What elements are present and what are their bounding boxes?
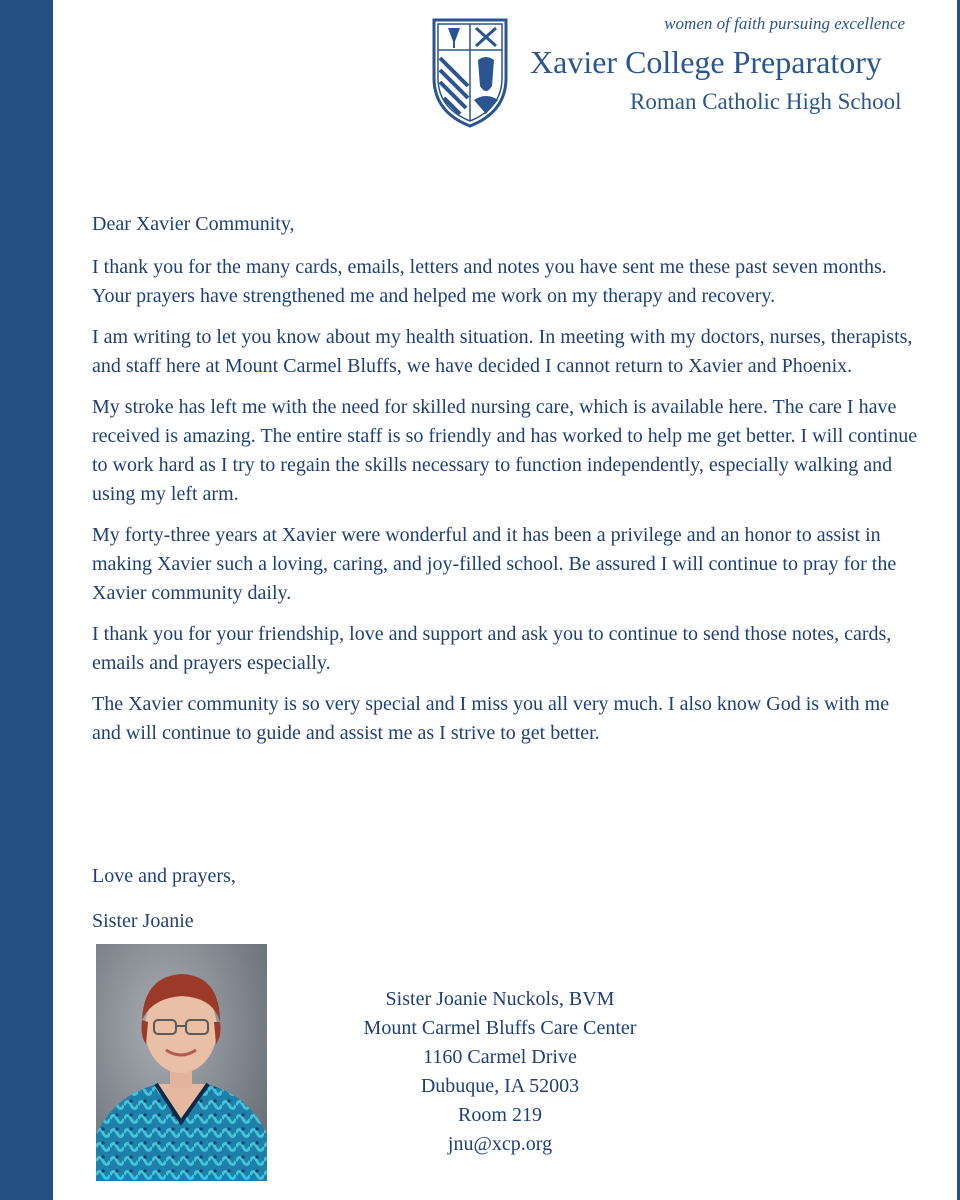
contact-facility: Mount Carmel Bluffs Care Center xyxy=(363,1017,637,1039)
letter-closing-block xyxy=(92,862,236,952)
contact-email[interactable]: jnu@xcp.org xyxy=(447,1133,553,1155)
school-subtitle: Roman Catholic High School xyxy=(630,89,902,114)
contact-street: 1160 Carmel Drive xyxy=(423,1046,577,1068)
letter-paragraph: The Xavier community is so very special and I miss you all very much. I also know God is with me and will continue to guide and assist me as I strive to get better. xyxy=(92,693,890,744)
contact-name: Sister Joanie Nuckols, BVM xyxy=(385,988,615,1010)
school-name: Xavier College Preparatory xyxy=(530,44,882,80)
letter-paragraph: I thank you for your friendship, love and support and ask you to continue to send those notes, cards, emails and prayers especially. xyxy=(92,623,892,674)
school-tagline: women of faith pursuing excellence xyxy=(664,14,905,33)
contact-city: Dubuque, IA 52003 xyxy=(420,1075,580,1097)
letter-paragraph: I am writing to let you know about my health situation. In meeting with my doctors, nurses, therapists, and staff here at Mount Carmel Bluffs, we have decided I cannot return to Xavier and Phoenix. xyxy=(92,326,913,377)
school-crest-icon xyxy=(430,16,510,128)
letter-paragraph: I thank you for the many cards, emails, letters and notes you have sent me these past seven months. Your prayers have strengthened me and helped me work on my therapy and recovery. xyxy=(92,256,887,307)
letter-greeting: Dear Xavier Community, xyxy=(92,213,295,235)
contact-room: Room 219 xyxy=(458,1104,542,1126)
letter-signature: Sister Joanie xyxy=(92,910,194,932)
contact-block xyxy=(300,985,700,1159)
letter-closing: Love and prayers, xyxy=(92,865,236,887)
left-border-bar xyxy=(0,0,53,1200)
portrait-photo xyxy=(96,944,267,1181)
letter-paragraph: My forty-three years at Xavier were wonderful and it has been a privilege and an honor to assist in making Xavier such a loving, caring, and joy-filled school. Be assured I will continue to pray for the Xavier community daily. xyxy=(92,524,897,604)
letter-paragraph: My stroke has left me with the need for skilled nursing care, which is available here. The care I have received is amazing. The entire staff is so friendly and has worked to help me get better. I will continue to work hard as I try to regain the skills necessary to function independently, especially walking and using my left arm. xyxy=(92,396,918,505)
letter-body xyxy=(92,210,922,760)
